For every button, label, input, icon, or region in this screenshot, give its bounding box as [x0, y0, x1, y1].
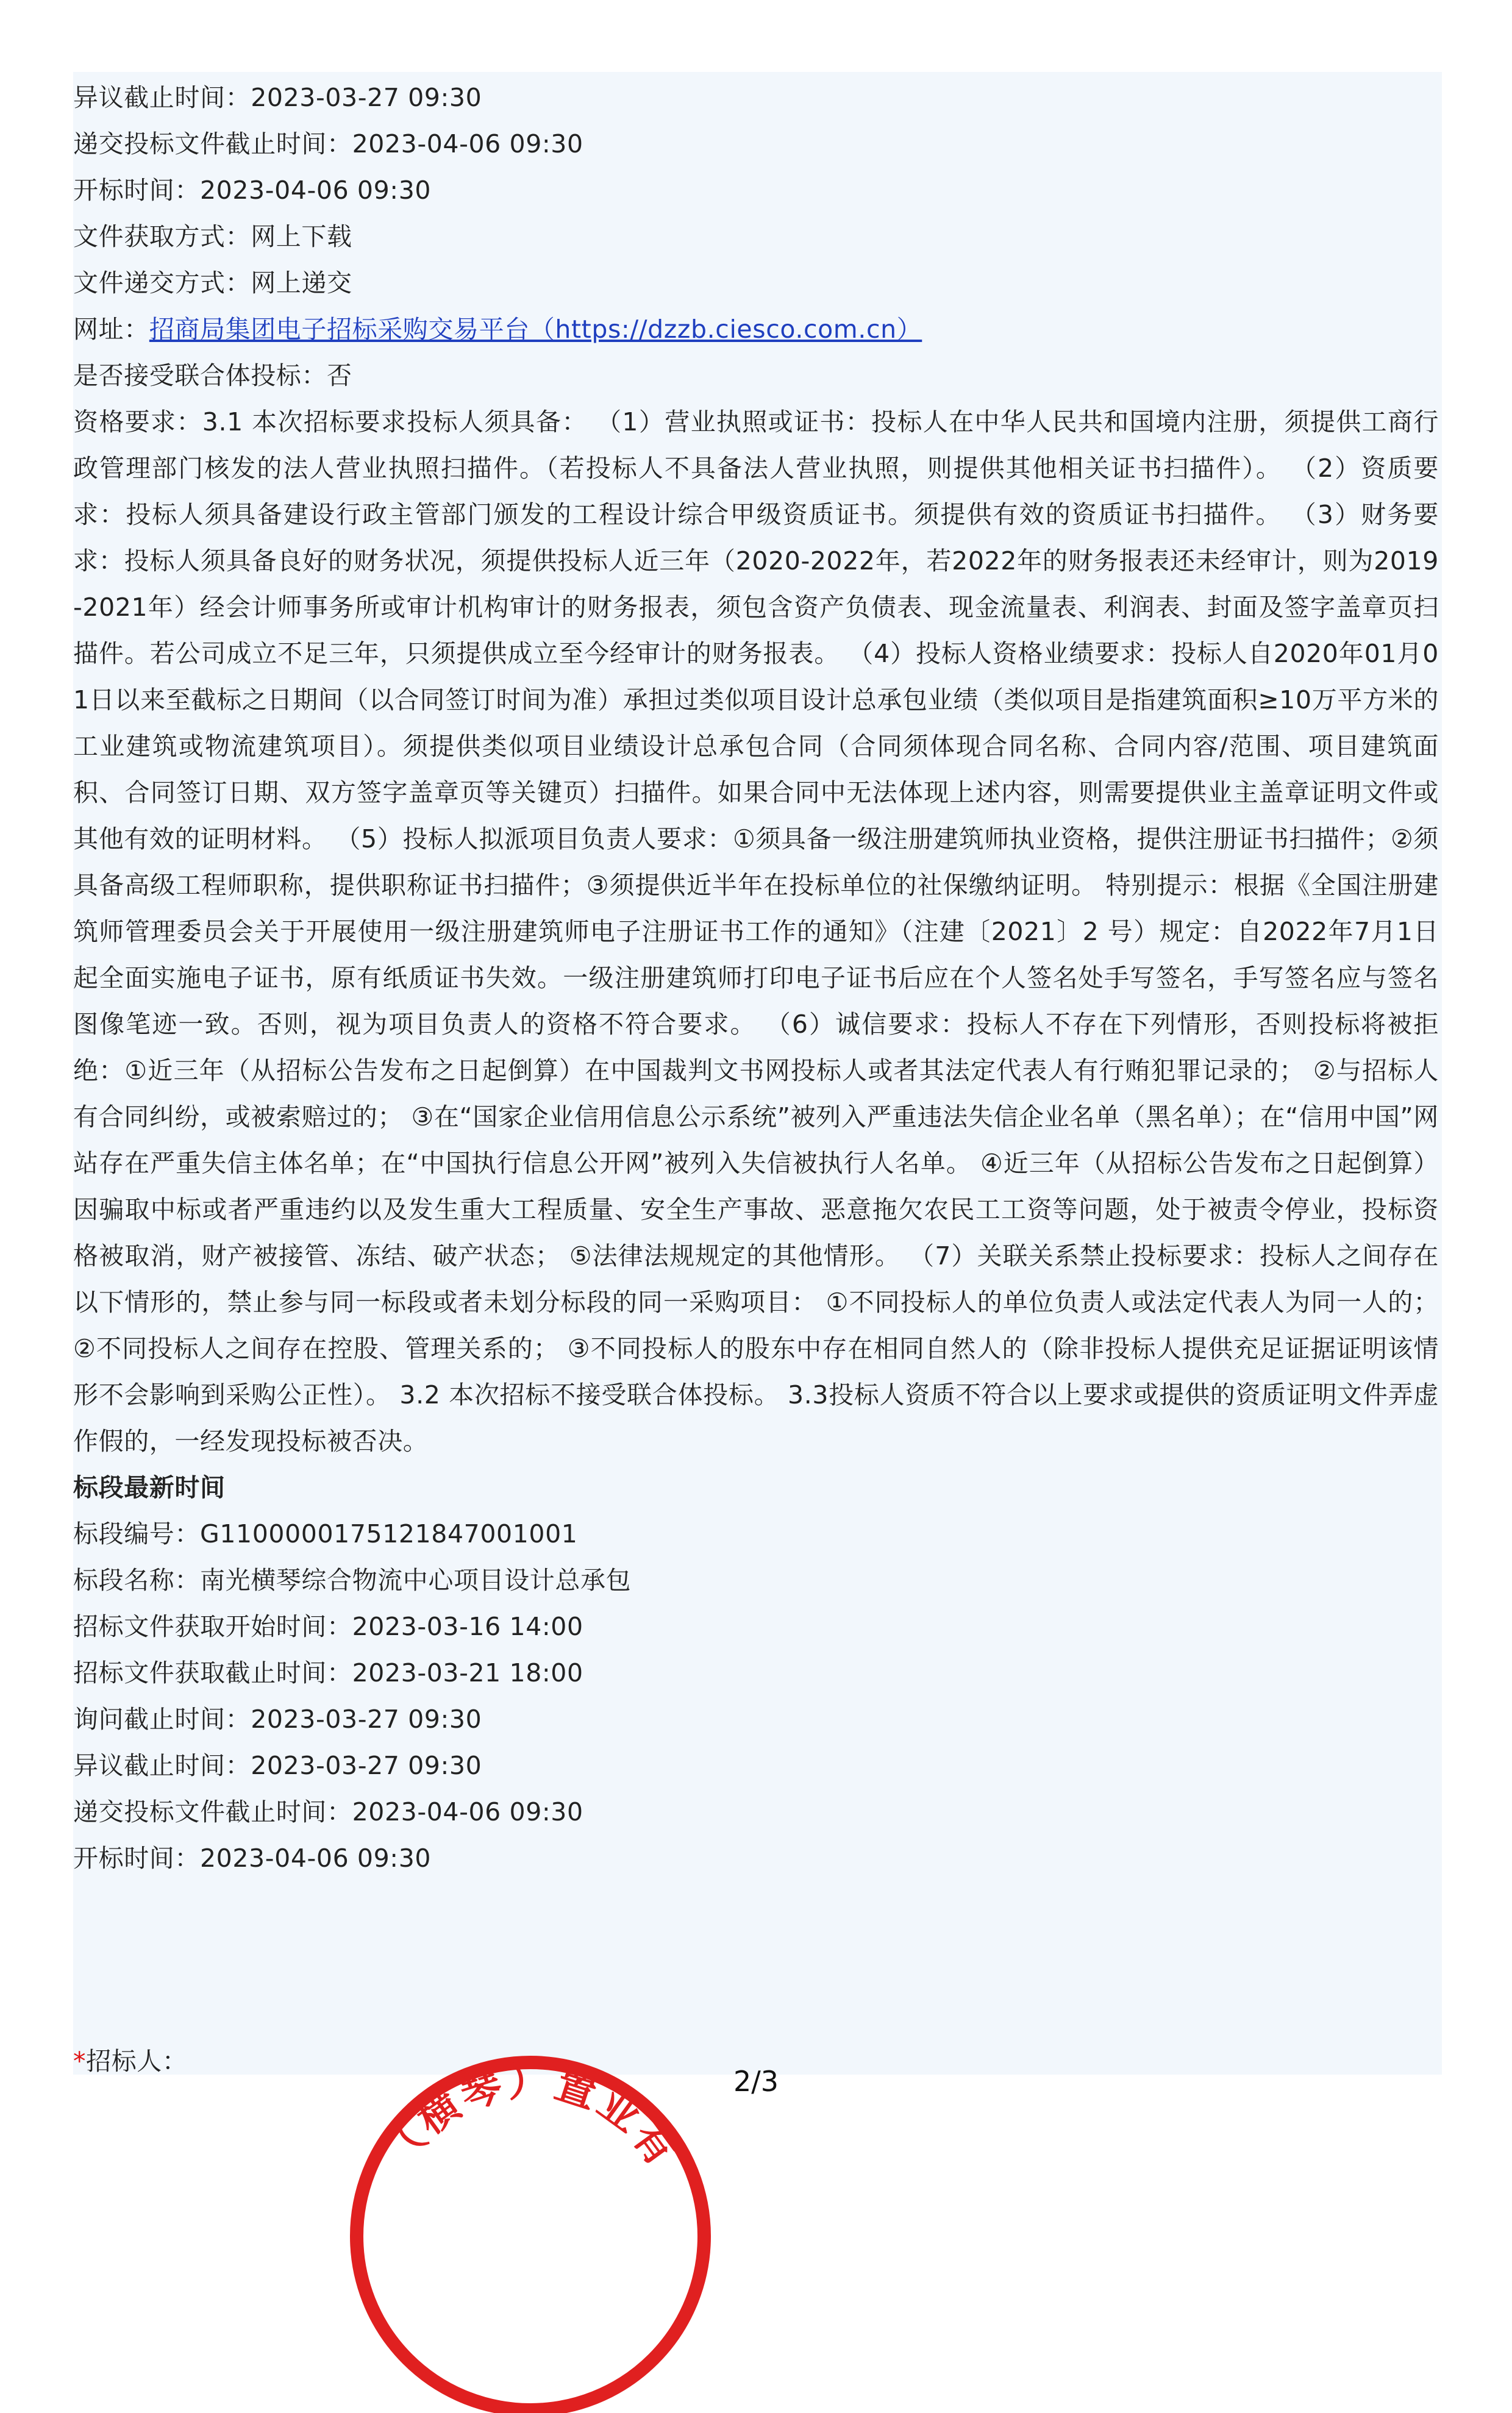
- submission-deadline-2: 递交投标文件截止时间：2023-04-06 09:30: [73, 1797, 583, 1827]
- file-obtain-method: 文件获取方式：网上下载: [73, 222, 352, 251]
- submission-deadline: 递交投标文件截止时间：2023-04-06 09:30: [73, 129, 583, 159]
- file-submit-method: 文件递交方式：网上递交: [73, 268, 352, 298]
- section-name: 标段名称：南光横琴综合物流中心项目设计总承包: [73, 1566, 632, 1595]
- seal-text: （横琴）置业有: [374, 2059, 687, 2177]
- document-content: [73, 72, 1442, 2177]
- website-row: [73, 306, 1439, 352]
- page-number: 2/3: [733, 2065, 779, 2098]
- doc-obtain-start: 招标文件获取开始时间：2023-03-16 14:00: [73, 1612, 583, 1641]
- website-label: 网址：: [73, 315, 149, 344]
- website-link[interactable]: 招商局集团电子招标采购交易平台（https://dzzb.ciesco.com.cn）: [149, 315, 922, 344]
- opening-time: 开标时间：2023-04-06 09:30: [73, 176, 432, 205]
- consortium-row: 是否接受联合体投标：否: [73, 361, 352, 390]
- required-asterisk: *: [73, 2047, 87, 2076]
- section-number: 标段编号：G1100000175121847001001: [73, 1519, 578, 1549]
- qualification-paragraph: 资格要求：3.1 本次招标要求投标人须具备： （1）营业执照或证书：投标人在中华人民共和国境内注册，须提供工商行政管理部门核发的法人营业执照扫描件。（若投标人不具备法人营业执照，则提供其他相关证书扫描件）。 （2）资质要求：投标人须具备建设行政主管部门颁发的工程设计综合甲级资质证书。须提供有效的资质证书扫描件。 （3）财务要求：投标人须具备良好的财务状况，须提供投标人近三年（2020-2022年，若2022年的财务报表还未经审计，则为2019-2021年）经会计师事务所或审计机构审计的财务报表，须包含资产负债表、现金流量表、利润表、封面及签字盖章页扫描件。若公司成立不足三年，只须提供成立至今经审计的财务报表。 （4）投标人资格业绩要求：投标人自2020年01月01日以来至截标之日期间（以合同签订时间为准）承担过类似项目设计总承包业绩（类似项目是指建筑面积≥10万平方米的工业建筑或物流建筑项目）。须提供类似项目业绩设计总承包合同（合同须体现合同名称、合同内容/范围、项目建筑面积、合同签订日期、双方签字盖章页等关键页）扫描件。如果合同中无法体现上述内容，则需要提供业主盖章证明文件或其他有效的证明材料。 （5）投标人拟派项目负责人要求：①须具备一级注册建筑师执业资格，提供注册证书扫描件；②须具备高级工程师职称，提供职称证书扫描件；③须提供近半年在投标单位的社保缴纳证明。 特别提示：根据《全国注册建筑师管理委员会关于开展使用一级注册建筑师电子注册证书工作的通知》（注建〔2021〕2 号）规定：自2022年7月1日起全面实施电子证书，原有纸质证书失效。一级注册建筑师打印电子证书后应在个人签名处手写签名，手写签名应与签名图像笔迹一致。否则，视为项目负责人的资格不符合要求。 （6）诚信要求：投标人不存在下列情形，否则投标将被拒绝：①近三年（从招标公告发布之日起倒算）在中国裁判文书网投标人或者其法定代表人有行贿犯罪记录的； ②与招标人有合同纠纷，或被索赔过的； ③在“国家企业信用信息公示系统”被列入严重违法失信企业名单（黑名单）；在“信用中国”网站存在严重失信主体名单；在“中国执行信息公开网”被列入失信被执行人名单。 ④近三年（从招标公告发布之日起倒算）因骗取中标或者严重违约以及发生重大工程质量、安全生产事故、恶意拖欠农民工工资等问题，处于被责令停业，投标资格被取消，财产被接管、冻结、破产状态； ⑤法律法规规定的其他情形。 （7）关联关系禁止投标要求：投标人之间存在以下情形的，禁止参与同一标段或者未划分标段的同一采购项目： ①不同投标人的单位负责人或法定代表人为同一人的； ②不同投标人之间存在控股、管理关系的； ③不同投标人的股东中存在相同自然人的（除非投标人提供充足证据证明该情形不会影响到采购公正性）。 3.2 本次招标不接受联合体投标。 3.3投标人资质不符合以上要求或提供的资质证明文件弄虚作假的，一经发现投标被否决。: [73, 407, 1439, 1456]
- content-inner: [73, 74, 1439, 1881]
- tenderer-label-text: 招标人：: [86, 2047, 188, 2076]
- opening-time-2: 开标时间：2023-04-06 09:30: [73, 1844, 432, 1873]
- section-heading: 标段最新时间: [73, 1473, 226, 1502]
- inquiry-deadline: 询问截止时间：2023-03-27 09:30: [73, 1705, 482, 1734]
- objection-deadline-2: 异议截止时间：2023-03-27 09:30: [73, 1751, 482, 1780]
- doc-obtain-end: 招标文件获取截止时间：2023-03-21 18:00: [73, 1658, 583, 1688]
- objection-deadline: 异议截止时间：2023-03-27 09:30: [73, 83, 482, 112]
